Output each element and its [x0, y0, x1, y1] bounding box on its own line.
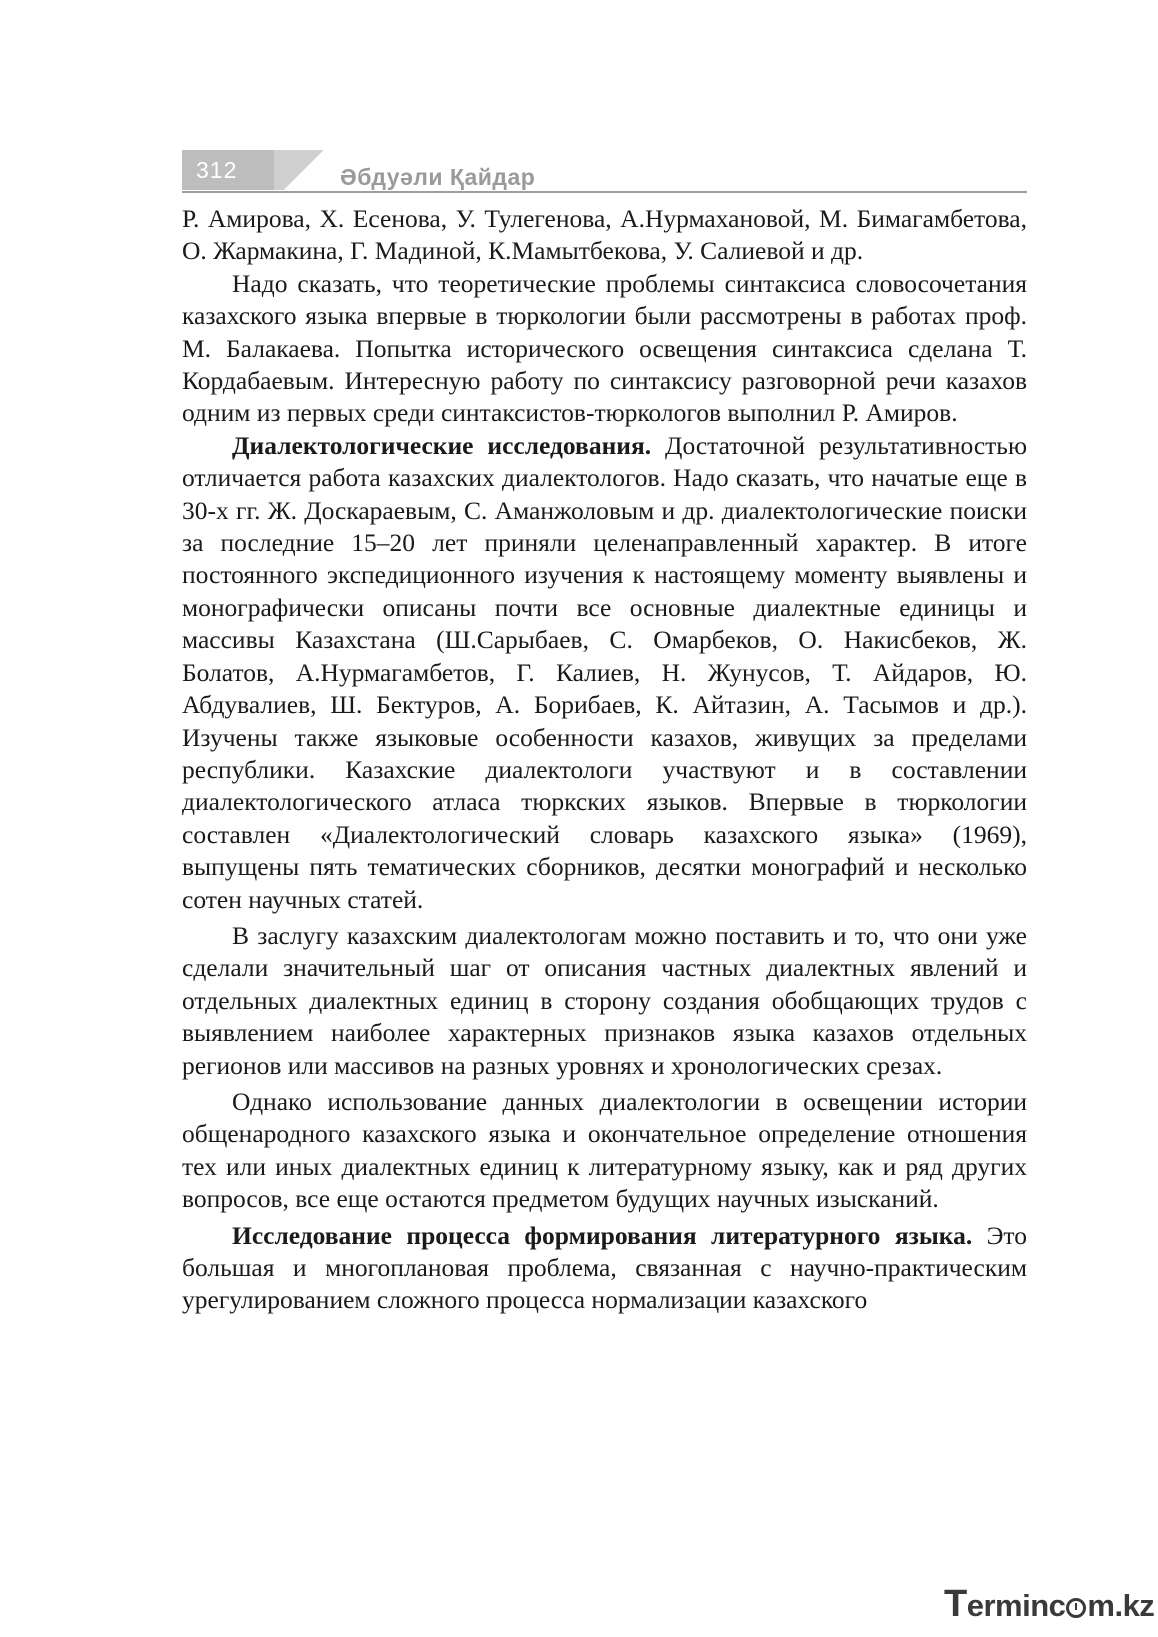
paragraph-text: Р. Амирова, Х. Есенова, У. Тулегенова, А.Нурмахановой, М. Бимагамбетова, О. Жармакина, Г. Мадиной, К.Мамытбекова, У. Салиевой и др. [182, 204, 1027, 266]
paragraph [182, 920, 1027, 1082]
header-wedge-decoration [274, 150, 334, 190]
text-body [182, 203, 1027, 1317]
page-header [182, 150, 1027, 194]
watermark-logo [944, 1583, 1155, 1625]
watermark-initial: T [944, 1583, 967, 1625]
watermark-text-part: c [1048, 1588, 1066, 1623]
section-heading-inline: Диалектологические исследования. [232, 430, 652, 460]
paragraph [182, 268, 1027, 430]
page-number: 312 [182, 150, 276, 190]
paragraph-continuation [182, 203, 1027, 268]
paragraph-dialectology [182, 430, 1027, 916]
paragraph-text: В заслугу казахским диалектологам можно поставить и то, что они уже сделали значительный шаг от описания частных диалектных явлений и отдельных диалектных единиц в сторону создания обобщающих трудов с выявлением наиболее характерных признаков языка казахов отдельных регионов или массивов на разных уровнях и хронологических срезах. [182, 920, 1027, 1080]
watermark-text-part: m.kz [1087, 1588, 1155, 1623]
header-rule [182, 191, 1027, 193]
paragraph [182, 1086, 1027, 1216]
paragraph-text: Однако использование данных диалектологии в освещении истории общенародного казахского языка и окончательное определение отношения тех или иных диалектных единиц к литературному языку, как и ряд других вопросов, все еще остаются предметом будущих научных изысканий. [182, 1086, 1027, 1214]
watermark-text-part: ermin [966, 1588, 1049, 1623]
paragraph-text: Достаточной результативностью отличается работа казахских диалектологов. Надо сказать, что начатые еще в 30-х гг. Ж. Доскараевым, С. Аманжоловым и др. диалектологические поиски за последние 15–20 лет приняли целенаправленный характер. В итоге постоянного экспедиционного изучения к настоящему моменту выявлены и монографически описаны почти все основные диалектные единицы и массивы Казахстана (Ш.Сарыбаев, С. Омарбеков, О. Накисбеков, Ж. Болатов, А.Нурмагамбетов, Г. Калиев, Н. Жунусов, Т. Айдаров, Ю. Абдувалиев, Ш. Бектуров, А. Борибаев, К. Айтазин, А. Тасымов и др.). Изучены также языковые особенности казахов, живущих за пределами республики. Казахские диалектологи участвуют и в составлении диалектологического атласа тюркских языков. Впервые в тюркологии составлен «Диалектологический словарь казахского языка» (1969), выпущены пять тематических сборников, десятки монографий и несколько сотен научных статей. [182, 430, 1027, 914]
paragraph-text: Надо сказать, что теоретические проблемы синтаксиса словосочетания казахского языка впервые в тюркологии были рассмотрены в работах проф. М. Балакаева. Попытка исторического освещения синтаксиса сделана Т. Кордабаевым. Интересную работу по синтаксису разговорной речи казахов одним из первых среди синтаксистов-тюркологов выполнил Р. Амиров. [182, 268, 1027, 428]
section-heading-inline: Исследование процесса формирования литературного языка. [232, 1220, 973, 1250]
paragraph-text: Это большая и многоплановая проблема, связанная с научно-практическим урегулированием сложного процесса нормализации казахского [182, 1220, 1027, 1315]
clock-icon [1066, 1598, 1086, 1618]
paragraph-literary-language [182, 1220, 1027, 1317]
running-head-author: Әбдуәли Қайдар [340, 164, 536, 190]
